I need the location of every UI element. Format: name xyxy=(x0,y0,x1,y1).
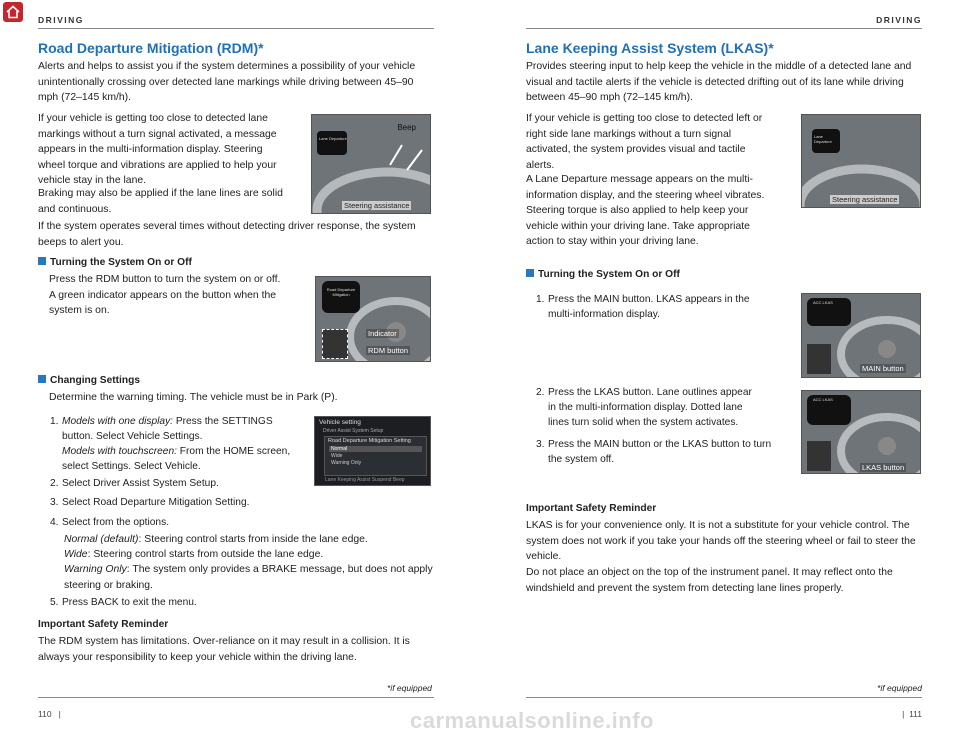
display-screen xyxy=(317,131,347,155)
main-button-zoom xyxy=(807,344,831,374)
step-text: Press BACK to exit the menu. xyxy=(62,597,197,608)
rdm-button-figure xyxy=(315,276,431,362)
step-3 xyxy=(50,495,430,510)
section-header: DRIVING xyxy=(876,15,922,25)
step-number: 1. xyxy=(50,416,59,427)
menu-item-warning-only[interactable]: Warning Only xyxy=(331,460,362,466)
rdm-button-zoom xyxy=(322,329,348,359)
display-message: Lane Departure xyxy=(814,134,832,144)
display-tag: ACC LKAS xyxy=(813,397,833,402)
page-number: | 111 xyxy=(902,709,922,719)
step-text: Select Road Departure Mitigation Setting. xyxy=(62,497,250,508)
step-number: 2. xyxy=(536,387,545,398)
step-1 xyxy=(50,414,290,474)
page-title: Road Departure Mitigation (RDM)* xyxy=(38,40,264,56)
rdm-display xyxy=(322,281,360,313)
section-header: DRIVING xyxy=(38,15,84,25)
step-text: Select from the options. xyxy=(62,517,170,528)
option-value: : Steering control starts from inside the lane edge. xyxy=(138,534,368,545)
home-icon xyxy=(6,5,20,19)
rdm-button-label: RDM button xyxy=(368,346,409,355)
menu-subtitle: Driver Assist System Setup xyxy=(323,428,384,434)
step-number: 3. xyxy=(50,497,59,508)
step-number: 2. xyxy=(50,478,59,489)
paragraph-2: Braking may also be applied if the lane lines are solid and continuous. xyxy=(38,188,283,215)
rdm-steering-figure xyxy=(311,114,431,214)
lkas-button-label: LKAS button xyxy=(862,463,905,472)
header-rule xyxy=(38,28,434,29)
option-value: : The system only provides a BRAKE message, but does not apply steering or braking. xyxy=(64,564,433,591)
step-text: Press the SETTINGS button. Select Vehicle Settings. xyxy=(62,416,273,442)
paragraph-3: If the system operates several times without detecting driver response, the system beeps to alert you. xyxy=(38,221,416,248)
step-text: Press the LKAS button. Lane outlines appear in the multi-information display. Dotted lane lines turn solid when the system activates. xyxy=(548,387,752,428)
safety-text: The RDM system has limitations. Over-reliance on it may result in a collision. It is always your responsibility to keep your vehicle within the driving lane. xyxy=(38,636,410,663)
beep-label: Beep xyxy=(397,123,416,132)
display-message: Road Departure Mitigation xyxy=(326,287,356,297)
display-tag: ACC LKAS xyxy=(813,300,833,305)
step-1 xyxy=(536,292,756,324)
footnote: *if equipped xyxy=(387,683,432,693)
mid-display xyxy=(807,298,851,326)
display-screen xyxy=(812,129,840,153)
safety-text-2: Do not place an object on the top of the instrument panel. It may reflect onto the windshield and prevent the system from detecting lane lines properly. xyxy=(526,567,893,594)
step-number: 3. xyxy=(536,439,545,450)
footnote: *if equipped xyxy=(877,683,922,693)
option-normal xyxy=(64,532,434,548)
steering-assistance-label: Steering assistance xyxy=(344,201,410,210)
step-number: 5. xyxy=(50,597,59,608)
option-warning-only xyxy=(64,562,434,593)
menu-title: Vehicle setting xyxy=(319,419,361,426)
heading-text: Turning the System On or Off xyxy=(50,257,192,268)
step-text: Press the MAIN button. LKAS appears in the multi-information display. xyxy=(548,294,750,320)
mid-display xyxy=(807,395,851,425)
safety-title: Important Safety Reminder xyxy=(38,619,169,630)
paragraph-1: If your vehicle is getting too close to detected lane markings without a turn signal activated, a message appears in the multi-information display. Steering wheel torque and vibrations are applied to help your vehicle stay in the lane. xyxy=(38,113,277,186)
paragraph-2: A Lane Departure message appears on the multi-information display, and the steering wheel vibrates. Steering torque is also applied to help keep your vehicle within your driving lane. Take appropriate action to stay within your driving lane. xyxy=(526,174,765,247)
bullet-square-icon xyxy=(38,375,46,383)
step-text: From the HOME screen, select Settings. Select Vehicle. xyxy=(62,446,291,472)
heading-text: Turning the System On or Off xyxy=(538,269,680,280)
bullet-square-icon xyxy=(38,257,46,265)
step-number: 1. xyxy=(536,294,545,305)
paragraph-1: If your vehicle is getting too close to detected left or right side lane markings without a turn signal activated, the system provides visual and tactile alerts. xyxy=(526,113,763,171)
header-rule xyxy=(526,28,922,29)
steering-assistance-label: Steering assistance xyxy=(832,195,898,204)
settings-menu-figure xyxy=(314,416,431,486)
option-key: Normal (default) xyxy=(64,534,139,545)
step-3 xyxy=(536,437,776,469)
turning-on-off-heading xyxy=(526,269,680,280)
step-number: 4. xyxy=(50,517,59,528)
lkas-button-zoom xyxy=(807,441,831,471)
intro-text: Alerts and helps to assist you if the system determines a possibility of your vehicle unintentionally crossing over detected lane markings while driving between 45–90 mph (72–145 km/h). xyxy=(38,61,416,103)
turning-on-off-heading xyxy=(38,257,192,268)
menu-bottom-item[interactable]: Lane Keeping Assist Suspend Beep xyxy=(325,477,405,483)
home-button[interactable] xyxy=(3,2,23,22)
option-key: Wide xyxy=(64,549,88,560)
main-button-figure xyxy=(801,293,921,378)
menu-panel xyxy=(324,436,427,476)
turning-on-off-text: Press the RDM button to turn the system on or off. A green indicator appears on the button when the system is on. xyxy=(49,274,281,316)
safety-text-1: LKAS is for your convenience only. It is not a substitute for your vehicle control. The system does not work if you take your hands off the steering wheel or fail to steer the vehicle. xyxy=(526,520,916,562)
step-model-label: Models with touchscreen: xyxy=(62,446,177,457)
step-2 xyxy=(536,385,756,431)
step-4 xyxy=(50,515,430,530)
lkas-steering-figure xyxy=(801,114,921,208)
main-button-label: MAIN button xyxy=(862,364,904,373)
display-message: Lane Departure xyxy=(319,136,347,141)
intro-text: Provides steering input to help keep the vehicle in the middle of a detected lane and visual and tactile alerts if the vehicle is detected drifting out of its lane while driving between 45–90 mph (72–145 km/h). xyxy=(526,61,912,103)
menu-heading: Road Departure Mitigation Setting xyxy=(328,438,411,444)
safety-title: Important Safety Reminder xyxy=(526,503,657,514)
heading-text: Changing Settings xyxy=(50,375,140,386)
footer-rule xyxy=(38,697,434,698)
bullet-square-icon xyxy=(526,269,534,277)
footer-rule xyxy=(526,697,922,698)
changing-settings-text: Determine the warning timing. The vehicle must be in Park (P). xyxy=(49,392,338,403)
option-value: : Steering control starts from outside the lane edge. xyxy=(87,549,324,560)
watermark: carmanualsonline.info xyxy=(410,708,654,733)
option-wide xyxy=(64,547,434,563)
step-text: Select Driver Assist System Setup. xyxy=(62,478,219,489)
menu-item-normal[interactable]: Normal xyxy=(329,446,422,452)
step-text: Press the MAIN button or the LKAS button to turn the system off. xyxy=(548,439,772,465)
right-page xyxy=(480,0,960,738)
page-number: 110 | xyxy=(38,709,61,719)
step-model-label: Models with one display: xyxy=(62,416,173,427)
indicator-label: Indicator xyxy=(368,329,397,338)
page-title: Lane Keeping Assist System (LKAS)* xyxy=(526,40,774,56)
lkas-button-figure xyxy=(801,390,921,474)
option-key: Warning Only xyxy=(64,564,127,575)
changing-settings-heading xyxy=(38,375,140,386)
step-5 xyxy=(50,595,430,610)
menu-item-wide[interactable]: Wide xyxy=(331,453,343,459)
